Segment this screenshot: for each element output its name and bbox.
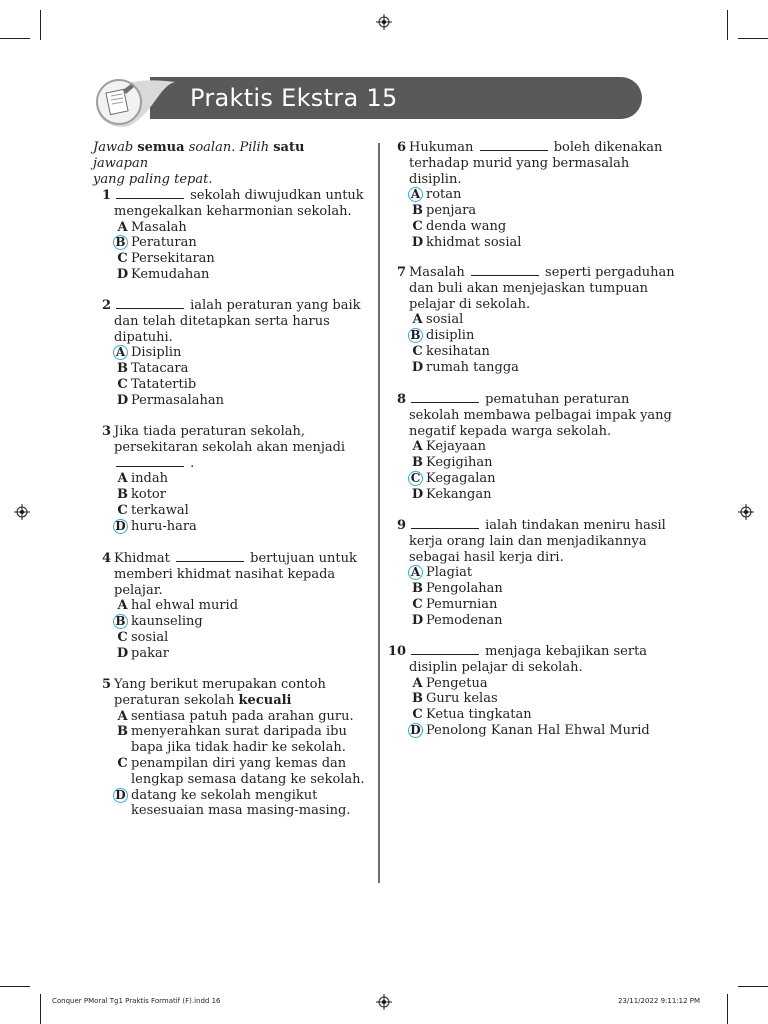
question-number: 2 bbox=[101, 298, 111, 313]
option-text bbox=[426, 203, 476, 219]
answer-circle-icon: C bbox=[408, 471, 423, 486]
option-letter: B bbox=[412, 455, 423, 471]
option-c[interactable] bbox=[114, 377, 374, 393]
question-number: 10 bbox=[388, 644, 407, 659]
option-text bbox=[426, 487, 492, 503]
instruction: Jawab semua soalan. Pilih satu jawapan yang paling tepat. bbox=[93, 140, 305, 187]
option-b[interactable] bbox=[409, 328, 669, 344]
stem-text: ialah tindakan meniru hasil bbox=[485, 518, 666, 533]
stem-text: dan telah ditetapkan serta harus bbox=[114, 313, 330, 329]
option-text bbox=[131, 220, 187, 236]
stem-text: terhadap murid yang bermasalah bbox=[409, 155, 630, 171]
question-number: 8 bbox=[396, 392, 406, 407]
option-c[interactable] bbox=[409, 707, 669, 723]
footer-timestamp: 23/11/2022 9:11:12 PM bbox=[618, 997, 701, 1005]
option-letter: D bbox=[411, 486, 424, 502]
option-text-line: huru-hara bbox=[131, 518, 197, 534]
stem-text: mengekalkan keharmonian sekolah. bbox=[114, 203, 352, 219]
option-text bbox=[131, 487, 166, 503]
option-text-line: khidmat sosial bbox=[426, 234, 522, 250]
option-letter: B bbox=[117, 724, 128, 740]
option-d[interactable] bbox=[409, 360, 669, 376]
option-text-line: Pengolahan bbox=[426, 581, 503, 597]
option-b[interactable] bbox=[114, 487, 374, 503]
option-text bbox=[426, 723, 650, 739]
stem-text: persekitaran sekolah akan menjadi bbox=[114, 439, 346, 455]
option-text bbox=[426, 597, 497, 613]
option-letter: B bbox=[117, 361, 128, 377]
question-stem bbox=[114, 188, 384, 220]
option-text-line: bapa jika tidak hadir ke sekolah. bbox=[131, 740, 346, 756]
option-text bbox=[131, 267, 209, 283]
crop-mark bbox=[0, 986, 30, 987]
option-c[interactable] bbox=[114, 251, 374, 267]
option-text bbox=[426, 707, 532, 723]
footer-file-info: Conquer PMoral Tg1 Praktis Formatif (F).indd 16 bbox=[52, 997, 221, 1005]
answer-circle-icon: A bbox=[408, 187, 423, 202]
answer-circle-icon: A bbox=[113, 345, 128, 360]
option-letter: B bbox=[412, 691, 423, 707]
stem-text: Yang berikut merupakan contoh bbox=[114, 677, 326, 692]
option-letter: A bbox=[117, 219, 128, 235]
option-d[interactable] bbox=[409, 487, 669, 503]
option-text bbox=[131, 598, 238, 614]
option-text-line: sosial bbox=[131, 630, 169, 645]
question-number: 3 bbox=[101, 424, 111, 439]
question-stem bbox=[114, 424, 384, 471]
stem-text: menjaga kebajikan serta bbox=[485, 644, 648, 659]
option-text bbox=[131, 361, 188, 377]
option-c[interactable] bbox=[409, 219, 669, 235]
option-text bbox=[426, 613, 503, 629]
question-stem bbox=[409, 392, 679, 439]
answer-blank bbox=[116, 188, 184, 199]
option-text-line: sentiasa patuh pada arahan guru. bbox=[131, 708, 354, 724]
option-c[interactable] bbox=[114, 630, 374, 646]
option-letter: A bbox=[412, 312, 423, 328]
option-text-line: Kemudahan bbox=[131, 267, 210, 282]
stem-text: sekolah membawa pelbagai impak yang bbox=[409, 407, 672, 423]
option-text-line: terkawal bbox=[131, 503, 189, 518]
option-letter: C bbox=[117, 377, 128, 392]
question-number: 6 bbox=[396, 140, 406, 155]
option-a[interactable] bbox=[114, 345, 374, 361]
option-letter: C bbox=[412, 597, 423, 612]
option-text-line: indah bbox=[131, 471, 168, 487]
option-text-line: Ketua tingkatan bbox=[426, 707, 532, 723]
stem-text: peraturan sekolah bbox=[114, 692, 235, 708]
option-d[interactable] bbox=[409, 723, 669, 739]
stem-text: Masalah bbox=[409, 265, 465, 280]
option-letter: C bbox=[412, 707, 423, 723]
option-b[interactable] bbox=[409, 581, 669, 597]
stem-text: pematuhan peraturan bbox=[485, 392, 630, 407]
option-a[interactable] bbox=[409, 676, 669, 692]
option-text bbox=[131, 709, 354, 725]
column-divider bbox=[378, 143, 380, 883]
stem-text: seperti pergaduhan bbox=[545, 265, 675, 280]
option-b[interactable] bbox=[114, 235, 374, 251]
option-text-line: rumah tangga bbox=[426, 359, 519, 375]
answer-circle-icon: D bbox=[113, 788, 128, 803]
crop-mark bbox=[738, 986, 768, 987]
option-c[interactable] bbox=[114, 503, 374, 519]
option-text bbox=[131, 393, 224, 409]
option-text-line: kesihatan bbox=[426, 344, 490, 359]
option-b[interactable] bbox=[409, 455, 669, 471]
option-text-line: Pengetua bbox=[426, 675, 488, 691]
option-text bbox=[131, 614, 203, 630]
option-text bbox=[131, 345, 181, 361]
answer-blank bbox=[411, 644, 479, 655]
option-d[interactable] bbox=[409, 613, 669, 629]
registration-mark-icon bbox=[376, 994, 392, 1010]
option-letter: A bbox=[117, 471, 128, 487]
option-letter: A bbox=[412, 675, 423, 691]
option-text bbox=[426, 328, 474, 344]
option-letter: B bbox=[412, 203, 423, 219]
option-letter: D bbox=[411, 612, 424, 628]
answer-blank bbox=[471, 265, 539, 276]
option-text bbox=[426, 676, 488, 692]
option-text-line: Plagiat bbox=[426, 565, 473, 581]
question-number: 4 bbox=[101, 551, 111, 566]
stem-text: boleh dikenakan bbox=[553, 140, 663, 155]
answer-blank bbox=[116, 456, 184, 467]
question-number: 1 bbox=[101, 188, 111, 203]
option-b[interactable] bbox=[114, 361, 374, 377]
option-d[interactable] bbox=[114, 519, 374, 535]
option-letter: C bbox=[117, 630, 128, 645]
option-text bbox=[131, 756, 365, 788]
option-text bbox=[131, 377, 196, 393]
option-letter: D bbox=[116, 645, 129, 661]
option-letter: D bbox=[116, 267, 129, 282]
option-text bbox=[426, 219, 506, 235]
option-text-line: disiplin bbox=[426, 328, 475, 344]
answer-circle-icon: B bbox=[113, 235, 128, 250]
option-a[interactable] bbox=[409, 439, 669, 455]
stem-text: negatif kepada warga sekolah. bbox=[409, 423, 612, 439]
crop-mark bbox=[727, 994, 728, 1024]
option-text-line: denda wang bbox=[426, 219, 507, 234]
registration-mark-icon bbox=[376, 14, 392, 30]
registration-mark-icon bbox=[738, 504, 754, 520]
question-stem bbox=[114, 551, 384, 598]
option-text-line: sosial bbox=[426, 312, 464, 328]
option-text-line: Tatacara bbox=[131, 361, 189, 377]
option-text bbox=[131, 503, 189, 519]
question-number: 5 bbox=[101, 677, 111, 692]
option-letter: A bbox=[117, 708, 128, 724]
stem-text: Hukuman bbox=[409, 140, 474, 155]
answer-circle-icon: B bbox=[408, 328, 423, 343]
stem-emphasis: kecuali bbox=[238, 692, 292, 708]
option-text-line: kotor bbox=[131, 487, 166, 503]
option-text-line: Disiplin bbox=[131, 345, 182, 361]
option-letter: C bbox=[412, 344, 423, 359]
option-text bbox=[426, 565, 472, 581]
question-stem bbox=[409, 518, 679, 565]
option-d[interactable] bbox=[409, 235, 669, 251]
page-title: Praktis Ekstra 15 bbox=[190, 84, 398, 112]
crop-mark bbox=[40, 994, 41, 1024]
option-text-line: penjara bbox=[426, 203, 477, 219]
option-letter: C bbox=[117, 251, 128, 267]
registration-mark-icon bbox=[14, 504, 30, 520]
option-text-line: Masalah bbox=[131, 219, 187, 235]
pencil-paper-icon bbox=[89, 74, 179, 130]
option-text-line: Kekangan bbox=[426, 486, 492, 502]
option-text bbox=[426, 187, 461, 203]
option-text bbox=[426, 471, 495, 487]
option-text-line: Kegagalan bbox=[426, 471, 496, 486]
option-a[interactable] bbox=[114, 471, 374, 487]
option-text-line: datang ke sekolah mengikut bbox=[131, 787, 318, 803]
option-d[interactable] bbox=[114, 393, 374, 409]
question-stem bbox=[409, 265, 679, 312]
crop-mark bbox=[0, 38, 30, 39]
option-a[interactable] bbox=[409, 312, 669, 328]
stem-text: dipatuhi. bbox=[114, 329, 173, 345]
option-d[interactable] bbox=[114, 787, 374, 819]
option-text bbox=[426, 360, 519, 376]
option-letter: C bbox=[412, 219, 423, 234]
option-text bbox=[426, 581, 503, 597]
answer-blank bbox=[411, 392, 479, 403]
stem-text: pelajar. bbox=[114, 582, 163, 598]
option-a[interactable] bbox=[114, 598, 374, 614]
stem-text: bertujuan untuk bbox=[250, 551, 357, 566]
option-a[interactable] bbox=[409, 565, 669, 581]
question-stem bbox=[409, 140, 679, 187]
stem-text: . bbox=[190, 455, 195, 471]
option-a[interactable] bbox=[114, 220, 374, 236]
option-a[interactable] bbox=[114, 709, 374, 725]
option-c[interactable] bbox=[114, 756, 374, 787]
option-text bbox=[131, 251, 215, 267]
option-text-line: Pemurnian bbox=[426, 597, 498, 612]
stem-text: sekolah diwujudkan untuk bbox=[190, 188, 364, 203]
option-letter: D bbox=[411, 234, 424, 250]
option-letter: C bbox=[117, 756, 128, 771]
option-text bbox=[131, 646, 169, 662]
option-text bbox=[426, 312, 463, 328]
answer-circle-icon: B bbox=[113, 614, 128, 629]
option-text-line: Peraturan bbox=[131, 235, 197, 251]
option-letter: A bbox=[117, 598, 128, 614]
option-text bbox=[131, 724, 347, 756]
stem-text: Khidmat bbox=[114, 551, 170, 566]
crop-mark bbox=[40, 10, 41, 40]
option-d[interactable] bbox=[114, 267, 374, 283]
option-text-line: Pemodenan bbox=[426, 612, 503, 628]
option-letter: D bbox=[411, 359, 424, 375]
option-text-line: pakar bbox=[131, 645, 169, 661]
option-letter: C bbox=[117, 503, 128, 518]
stem-text: ialah peraturan yang baik bbox=[190, 298, 361, 313]
option-text-line: Kejayaan bbox=[426, 439, 487, 455]
answer-circle-icon: A bbox=[408, 565, 423, 580]
answer-blank bbox=[480, 140, 548, 151]
option-text-line: Kegigihan bbox=[426, 455, 493, 471]
stem-text: dan buli akan menjejaskan tumpuan bbox=[409, 280, 649, 296]
question-number: 7 bbox=[396, 265, 406, 280]
option-text-line: menyerahkan surat daripada ibu bbox=[131, 724, 347, 740]
option-text bbox=[426, 344, 490, 360]
option-text-line: Permasalahan bbox=[131, 392, 224, 408]
option-text bbox=[426, 439, 486, 455]
option-a[interactable] bbox=[409, 187, 669, 203]
stem-text: kerja orang lain dan menjadikannya bbox=[409, 533, 647, 549]
crop-mark bbox=[738, 38, 768, 39]
answer-blank bbox=[116, 298, 184, 309]
question-stem bbox=[409, 644, 679, 676]
question-number: 9 bbox=[396, 518, 406, 533]
stem-text: disiplin. bbox=[409, 171, 462, 187]
option-letter: B bbox=[412, 581, 423, 597]
option-text bbox=[131, 471, 168, 487]
option-text bbox=[426, 455, 493, 471]
option-text-line: hal ehwal murid bbox=[131, 598, 239, 614]
option-c[interactable] bbox=[409, 344, 669, 360]
answer-circle-icon: D bbox=[408, 723, 423, 738]
option-text-line: lengkap semasa datang ke sekolah. bbox=[131, 771, 365, 787]
option-text-line: Tatatertib bbox=[131, 377, 197, 392]
option-letter: A bbox=[412, 439, 423, 455]
option-c[interactable] bbox=[409, 471, 669, 487]
option-letter: D bbox=[116, 392, 129, 408]
stem-text: memberi khidmat nasihat kepada bbox=[114, 566, 336, 582]
option-text bbox=[426, 235, 521, 251]
option-b[interactable] bbox=[409, 203, 669, 219]
option-d[interactable] bbox=[114, 646, 374, 662]
option-letter: B bbox=[117, 487, 128, 503]
option-text bbox=[131, 235, 197, 251]
option-text-line: Guru kelas bbox=[426, 691, 498, 707]
option-text bbox=[131, 788, 351, 820]
stem-text: pelajar di sekolah. bbox=[409, 296, 531, 312]
option-b[interactable] bbox=[114, 724, 374, 756]
option-text-line: kaunseling bbox=[131, 614, 203, 630]
crop-mark bbox=[727, 10, 728, 40]
option-text-line: kesesuaian masa masing-masing. bbox=[131, 803, 351, 819]
option-b[interactable] bbox=[409, 691, 669, 707]
question-stem bbox=[114, 298, 384, 345]
stem-text: Jika tiada peraturan sekolah, bbox=[114, 424, 305, 439]
option-b[interactable] bbox=[114, 614, 374, 630]
stem-text: sebagai hasil kerja diri. bbox=[409, 549, 564, 565]
option-text-line: rotan bbox=[426, 187, 462, 203]
option-text bbox=[131, 519, 197, 535]
answer-circle-icon: D bbox=[113, 519, 128, 534]
option-text bbox=[131, 630, 168, 646]
stem-text: disiplin pelajar di sekolah. bbox=[409, 659, 583, 675]
option-c[interactable] bbox=[409, 597, 669, 613]
option-text bbox=[426, 691, 498, 707]
option-text-line: Persekitaran bbox=[131, 251, 215, 267]
question-stem bbox=[114, 677, 384, 709]
answer-blank bbox=[176, 551, 244, 562]
option-text-line: penampilan diri yang kemas dan bbox=[131, 756, 347, 771]
answer-blank bbox=[411, 518, 479, 529]
option-text-line: Penolong Kanan Hal Ehwal Murid bbox=[426, 723, 650, 738]
